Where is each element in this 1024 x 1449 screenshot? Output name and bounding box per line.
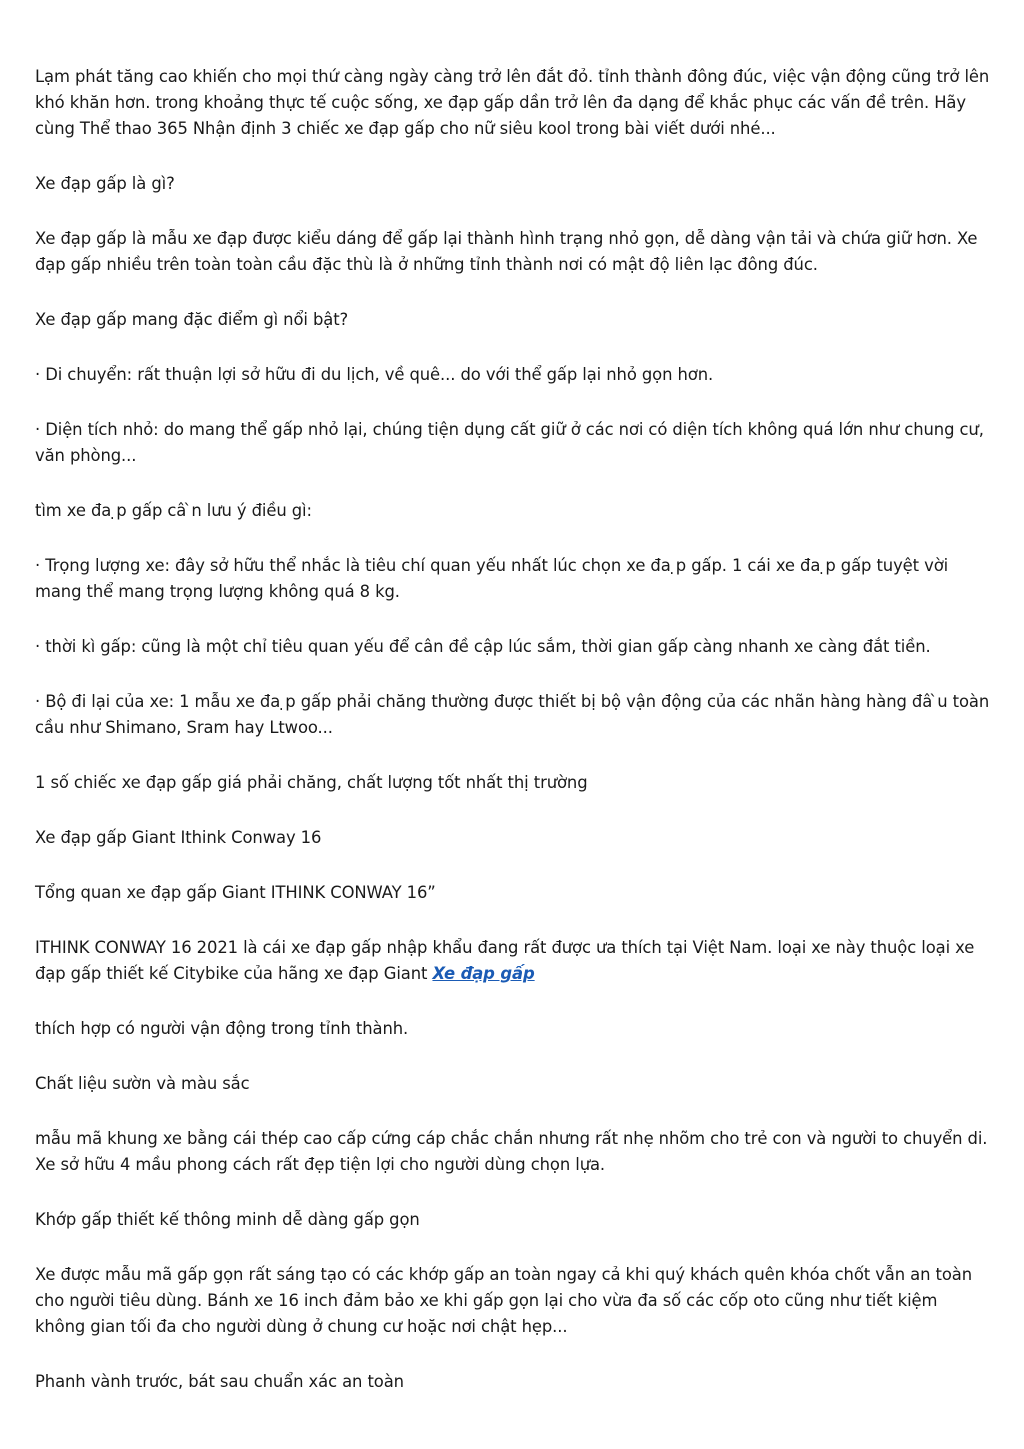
heading-features: Xe đạp gấp mang đặc điểm gì nổi bật? xyxy=(35,310,349,329)
heading-buying-notes: tìm xe đa ̣p gấp câ ̀n lưu ý điều gì: xyxy=(35,501,312,520)
feature-mobility: · Di chuyển: rất thuận lợi sở hữu đi du lịch, về quê... do với thể gấp lại nhỏ gọn hơn. xyxy=(35,365,714,384)
suitability-paragraph: thích hợp có người vận động trong tỉnh thành. xyxy=(35,1019,409,1038)
heading-overview: Tổng quan xe đạp gấp Giant ITHINK CONWAY 16” xyxy=(35,883,436,902)
heading-folding-joint: Khớp gấp thiết kế thông minh dễ dàng gấp gọn xyxy=(35,1210,420,1229)
definition-paragraph: Xe đạp gấp là mẫu xe đạp được kiểu dáng để gấp lại thành hình trạng nhỏ gọn, dễ dàng vận tải và chứa giữ hơn. Xe đạp gấp nhiều trên toàn toàn cầu đặc thù là ở những tỉnh thành nơi có mật độ liên lạc đông đúc. xyxy=(35,229,978,274)
frame-material-paragraph: mẫu mã khung xe bằng cái thép cao cấp cứng cáp chắc chắn nhưng rất nhẹ nhõm cho trẻ con và người to chuyển di. Xe sở hữu 4 mầu phong cách rất đẹp tiện lợi cho người dùng chọn lựa. xyxy=(35,1129,988,1174)
ithink-paragraph-text: ITHINK CONWAY 16 2021 là cái xe đạp gấp nhập khẩu đang rất được ưa thích tại Việt Nam. loại xe này thuộc loại xe đạp gấp thiết kế Citybike của hãng xe đạp Giant xyxy=(35,938,975,983)
note-weight: · Trọng lượng xe: đây sở hữu thể nhắc là tiêu chí quan yếu nhất lúc chọn xe đa ̣p gấp. 1 cái xe đa ̣p gấp tuyệt vời mang thể mang trọng lượng không quá 8 kg. xyxy=(35,556,949,601)
folding-joint-paragraph: Xe được mẫu mã gấp gọn rất sáng tạo có các khớp gấp an toàn ngay cả khi quý khách quên khóa chốt vẫn an toàn cho người tiêu dùng. Bánh xe 16 inch đảm bảo xe khi gấp gọn lại cho vừa đa số các cốp oto cũng như tiết kiệm không gian tối đa cho người dùng ở chung cư hoặc nơi chật hẹp... xyxy=(35,1265,972,1336)
heading-brakes: Phanh vành trước, bát sau chuẩn xác an toàn xyxy=(35,1372,404,1391)
heading-top-bikes: 1 số chiếc xe đạp gấp giá phải chăng, chất lượng tốt nhất thị trường xyxy=(35,773,588,792)
folding-bike-link[interactable]: Xe đạp gấp xyxy=(432,964,535,983)
note-drivetrain: · Bộ đi lại của xe: 1 mẫu xe đa ̣p gấp phải chăng thường được thiết bị bộ vận động của các nhãn hàng hàng đâ ̀u toàn cầu như Shimano, Sram hay Ltwoo... xyxy=(35,692,990,737)
note-folding-time: · thời kì gấp: cũng là một chỉ tiêu quan yếu để cân đề cập lúc sắm, thời gian gấp càng nhanh xe càng đắt tiền. xyxy=(35,637,931,656)
heading-giant-ithink: Xe đạp gấp Giant Ithink Conway 16 xyxy=(35,828,322,847)
heading-frame-material: Chất liệu sườn và màu sắc xyxy=(35,1074,250,1093)
document-body xyxy=(35,64,990,1424)
heading-what-is-folding-bike: Xe đạp gấp là gì? xyxy=(35,174,175,193)
ithink-paragraph xyxy=(35,935,990,987)
feature-small-area: · Diện tích nhỏ: do mang thể gấp nhỏ lại, chúng tiện dụng cất giữ ở các nơi có diện tích không quá lớn như chung cư, văn phòng... xyxy=(35,420,984,465)
intro-paragraph: Lạm phát tăng cao khiến cho mọi thứ càng ngày càng trở lên đắt đỏ. tỉnh thành đông đúc, việc vận động cũng trở lên khó khăn hơn. trong khoảng thực tế cuộc sống, xe đạp gấp dần trở lên đa dạng để khắc phục các vấn đề trên. Hãy cùng Thể thao 365 Nhận định 3 chiếc xe đạp gấp cho nữ siêu kool trong bài viết dưới nhé... xyxy=(35,67,990,138)
